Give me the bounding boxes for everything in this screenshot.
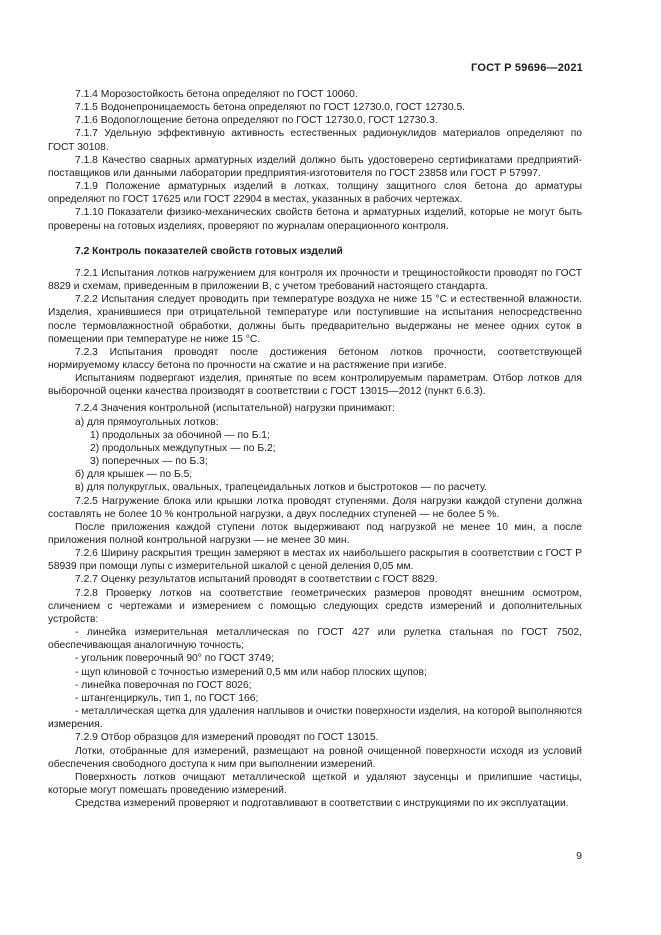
list-item-b: б) для крышек — по Б.5; [75, 469, 193, 481]
paragraph-7-2-6: 7.2.6 Ширину раскрытия трещин замеряют в местах их наибольшего раскрытия в соответствии с ГОСТ Р 58939 при помощи лупы с измерительной шкалой с ценой деления 0,05 мм. [48, 548, 582, 573]
document-body [48, 88, 582, 810]
paragraph-7-2-5: 7.2.5 Нагружение блока или крышки лотка проводят ступенями. Доля нагрузки каждой ступени должна составлять не более 10 % контрольной нагрузки, а двух последних ступеней — не более 5 %. [48, 495, 582, 520]
paragraph-7-2-2: 7.2.2 Испытания следует проводить при температуре воздуха не ниже 15 °С и естественной влажности. Изделия, хранившиеся при отрицательной температуре или поступившие на испытания непосредственно после термовлажностной обработки, должны быть предварительно выдержаны не менее одних суток в помещении при температуре не ниже 15 °С. [48, 294, 582, 345]
paragraph-7-1-8: 7.1.8 Качество сварных арматурных изделий должно быть удостоверено сертификатами предприятий-поставщиков или данными лаборатории предприятия-изготовителя по ГОСТ 23858 или ГОСТ Р 57997. [48, 154, 582, 179]
list-item-a3: 3) поперечных — по Б.3; [90, 456, 208, 468]
paragraph-7-2-9: 7.2.9 Отбор образцов для измерений проводят по ГОСТ 13015. [75, 732, 379, 744]
dash-item-feeler: - щуп клиновой с точностью измерений 0,5 мм или набор плоских щупов; [75, 666, 427, 678]
paragraph-7-1-7: 7.1.7 Удельную эффективную активность естественных радионуклидов материалов определяют по ГОСТ 30108. [48, 128, 582, 153]
section-heading-7-2: 7.2 Контроль показателей свойств готовых изделий [75, 245, 343, 257]
list-item-a1: 1) продольных за обочиной — по Б.1; [90, 429, 270, 441]
paragraph-7-2-8: 7.2.8 Проверку лотков на соответствие геометрических размеров проводят внешним осмотром, сличением с чертежами и измерением с помощью следующих средств измерений и дополнительных устройств: [48, 587, 582, 625]
dash-item-brush: - металлическая щетка для удаления наплывов и очистки поверхности изделия, на которой выполняются измерения. [48, 706, 582, 731]
paragraph-7-2-5-cont: После приложения каждой ступени лоток выдерживают под нагрузкой не менее 10 мин, а после приложения полной контрольной нагрузки — не менее 30 мин. [48, 521, 582, 546]
paragraph-7-2-7: 7.2.7 Оценку результатов испытаний проводят в соответствии с ГОСТ 8829. [75, 574, 438, 586]
paragraph-7-2-9-cont3: Средства измерений проверяют и подготавливают в соответствии с инструкциями по их эксплуатации. [75, 798, 569, 810]
paragraph-7-1-6: 7.1.6 Водопоглощение бетона определяют по ГОСТ 12730.0, ГОСТ 12730.3. [75, 115, 438, 127]
document-standard-header: ГОСТ Р 59696—2021 [471, 62, 583, 74]
dash-item-caliper: - штангенциркуль, тип 1, по ГОСТ 166; [75, 692, 259, 704]
dash-item-square: - угольник поверочный 90° по ГОСТ 3749; [75, 653, 274, 665]
paragraph-7-2-9-cont1: Лотки, отобранные для измерений, размещают на ровной очищенной поверхности исходя из условий обеспечения свободного доступа к ним при выполнении измерений. [48, 745, 582, 770]
paragraph-7-1-4: 7.1.4 Морозостойкость бетона определяют по ГОСТ 10060. [75, 89, 358, 100]
paragraph-7-2-3: 7.2.3 Испытания проводят после достижения бетоном лотков прочности, соответствующей нормируемому классу бетона по прочности на сжатие и на растяжение при изгибе. [48, 346, 582, 371]
paragraph-7-1-9: 7.1.9 Положение арматурных изделий в лотках, толщину защитного слоя бетона до арматуры определяют по ГОСТ 17625 или ГОСТ 22904 в местах, указанных в рабочих чертежах. [48, 181, 582, 206]
list-item-a2: 2) продольных междупутных — по Б.2; [90, 442, 276, 454]
page-number: 9 [576, 850, 582, 862]
dash-item-straightedge: - линейка поверочная по ГОСТ 8026; [75, 679, 252, 691]
paragraph-7-1-5: 7.1.5 Водонепроницаемость бетона определяют по ГОСТ 12730.0, ГОСТ 12730.5. [75, 102, 466, 114]
paragraph-7-2-3-cont: Испытаниям подвергают изделия, принятые по всем контролируемым параметрам. Отбор лотков для выборочной оценки качества производят в соответствии с ГОСТ 13015—2012 (пункт 6.6.3). [48, 373, 582, 398]
paragraph-7-1-10: 7.1.10 Показатели физико-механических свойств бетона и арматурных изделий, которые не могут быть проверены на готовых изделиях, проверяют по журналам операционного контроля. [48, 207, 582, 232]
paragraph-7-2-9-cont2: Поверхность лотков очищают металлической щеткой и удаляют заусенцы и прилипшие частицы, которые могут помешать проведению измерений. [48, 771, 582, 796]
paragraph-7-2-1: 7.2.1 Испытания лотков нагружением для контроля их прочности и трещиностойкости проводят по ГОСТ 8829 и схемам, приведенным в приложении В, с учетом требований настоящего стандарта. [48, 267, 582, 293]
paragraph-7-2-4: 7.2.4 Значения контрольной (испытательной) нагрузки принимают: [75, 403, 395, 415]
list-item-c: в) для полукруглых, овальных, трапецеидальных лотков и быстротоков — по расчету. [75, 482, 487, 494]
list-item-a: а) для прямоугольных лотков: [75, 416, 219, 428]
dash-item-ruler: - линейка измерительная металлическая по ГОСТ 427 или рулетка стальная по ГОСТ 7502, обеспечивающая аналогичную точность; [48, 627, 582, 652]
